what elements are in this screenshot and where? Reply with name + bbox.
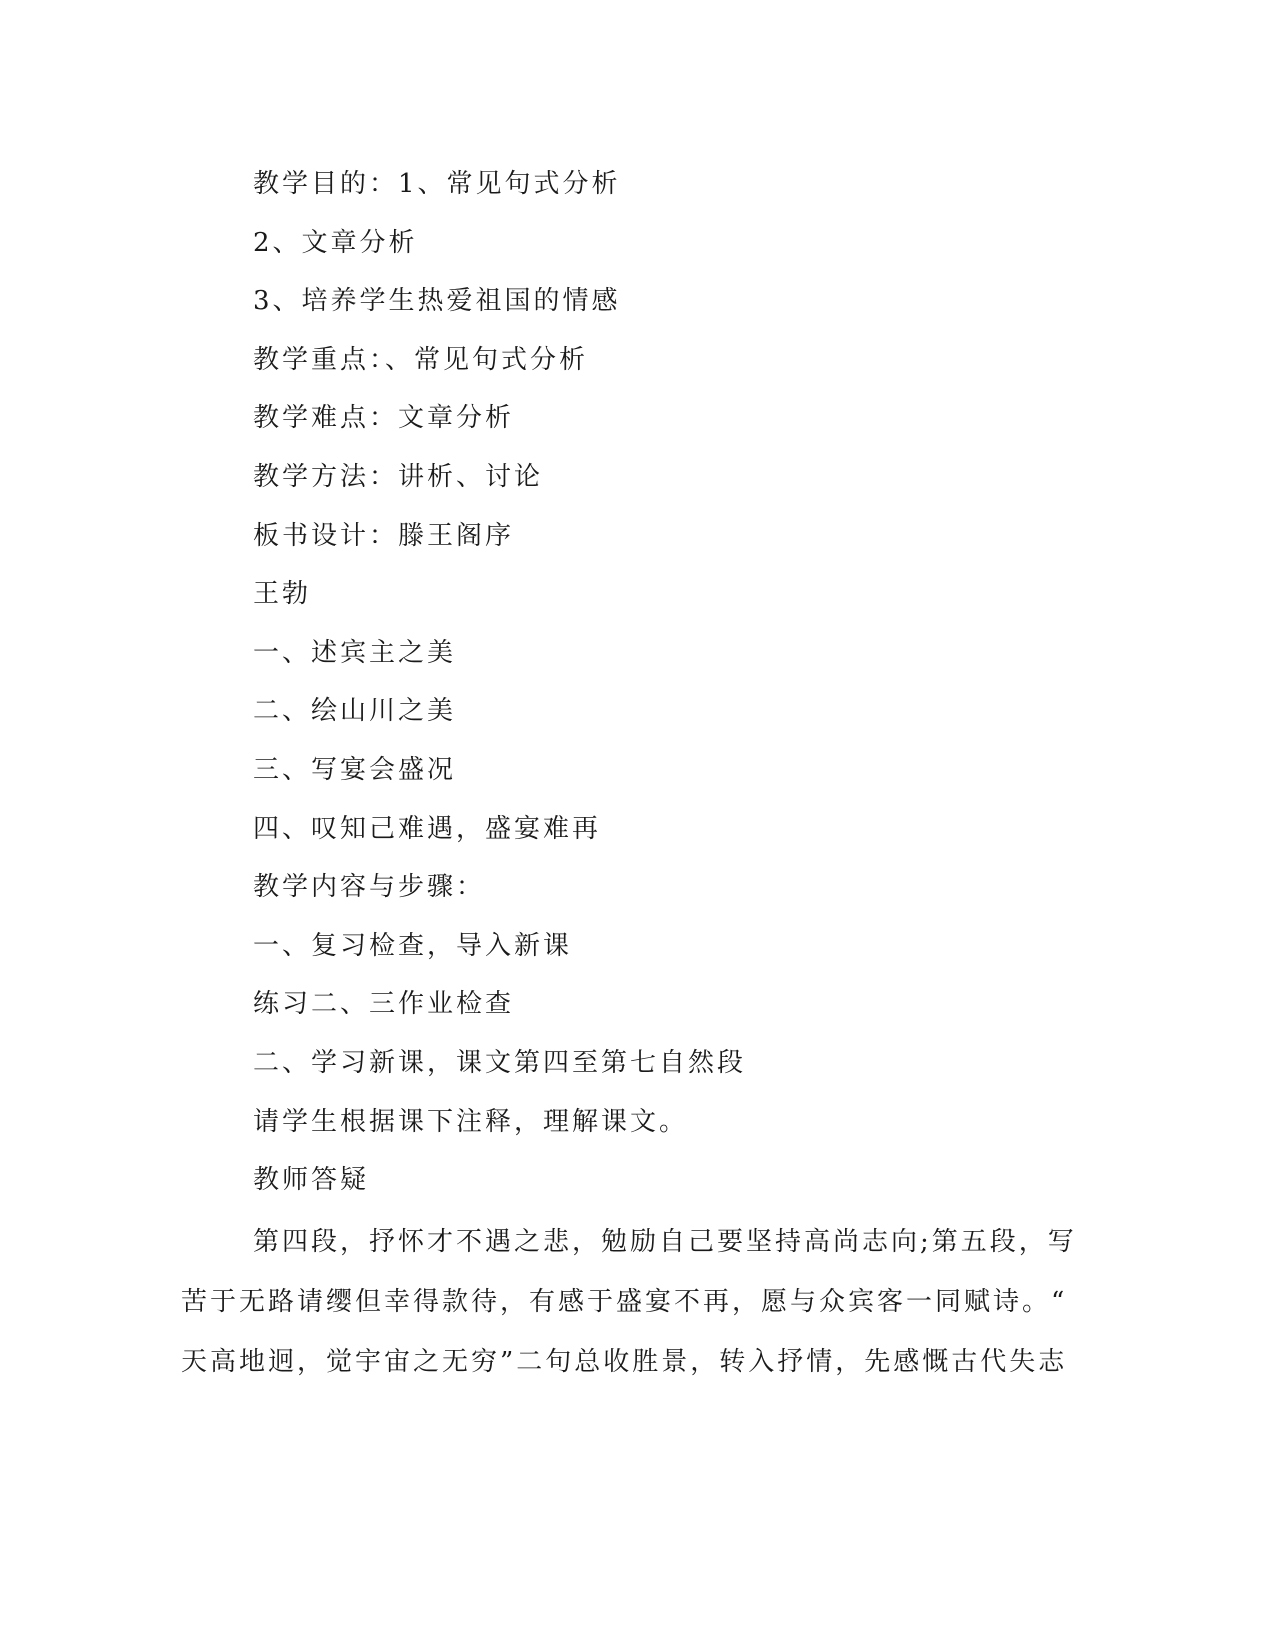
- goal-item-3: 3、培养学生热爱祖国的情感: [253, 286, 621, 317]
- outline-item-2: 二、绘山川之美: [253, 696, 457, 727]
- paragraph-line-3: 天高地迥，觉宇宙之无穷”二句总收胜景，转入抒情，先感慨古代失志: [181, 1346, 1068, 1377]
- step-1-detail: 练习二、三作业检查: [253, 989, 515, 1020]
- board-design: 板书设计：滕王阁序: [253, 520, 515, 551]
- paragraph-line-1: 第四段，抒怀才不遇之悲，勉励自己要坚持高尚志向;第五段，写: [253, 1226, 1077, 1257]
- teaching-goal-line: 教学目的：1、常见句式分析: [253, 169, 621, 199]
- teacher-qa: 教师答疑: [253, 1165, 370, 1196]
- outline-item-4: 四、叹知己难遇，盛宴难再: [253, 813, 602, 844]
- step-2: 二、学习新课，课文第四至第七自然段: [253, 1047, 747, 1078]
- document-body: [181, 155, 1077, 1392]
- goal-item-2: 2、文章分析: [253, 227, 418, 258]
- author-line: 王勃: [253, 579, 312, 610]
- teaching-key-point: 教学重点：、常见句式分析: [253, 344, 589, 375]
- step-1: 一、复习检查，导入新课: [253, 930, 573, 961]
- outline-item-1: 一、述宾主之美: [253, 637, 457, 668]
- outline-item-3: 三、写宴会盛况: [253, 754, 457, 785]
- content-steps-heading: 教学内容与步骤：: [253, 872, 486, 903]
- teaching-method: 教学方法：讲析、讨论: [253, 461, 544, 492]
- body-paragraph: [181, 1212, 1077, 1392]
- step-2-detail: 请学生根据课下注释，理解课文。: [253, 1106, 689, 1137]
- teaching-difficulty: 教学难点：文章分析: [253, 403, 515, 434]
- paragraph-line-2: 苦于无路请缨但幸得款待，有感于盛宴不再，愿与众宾客一同赋诗。“: [181, 1286, 1068, 1317]
